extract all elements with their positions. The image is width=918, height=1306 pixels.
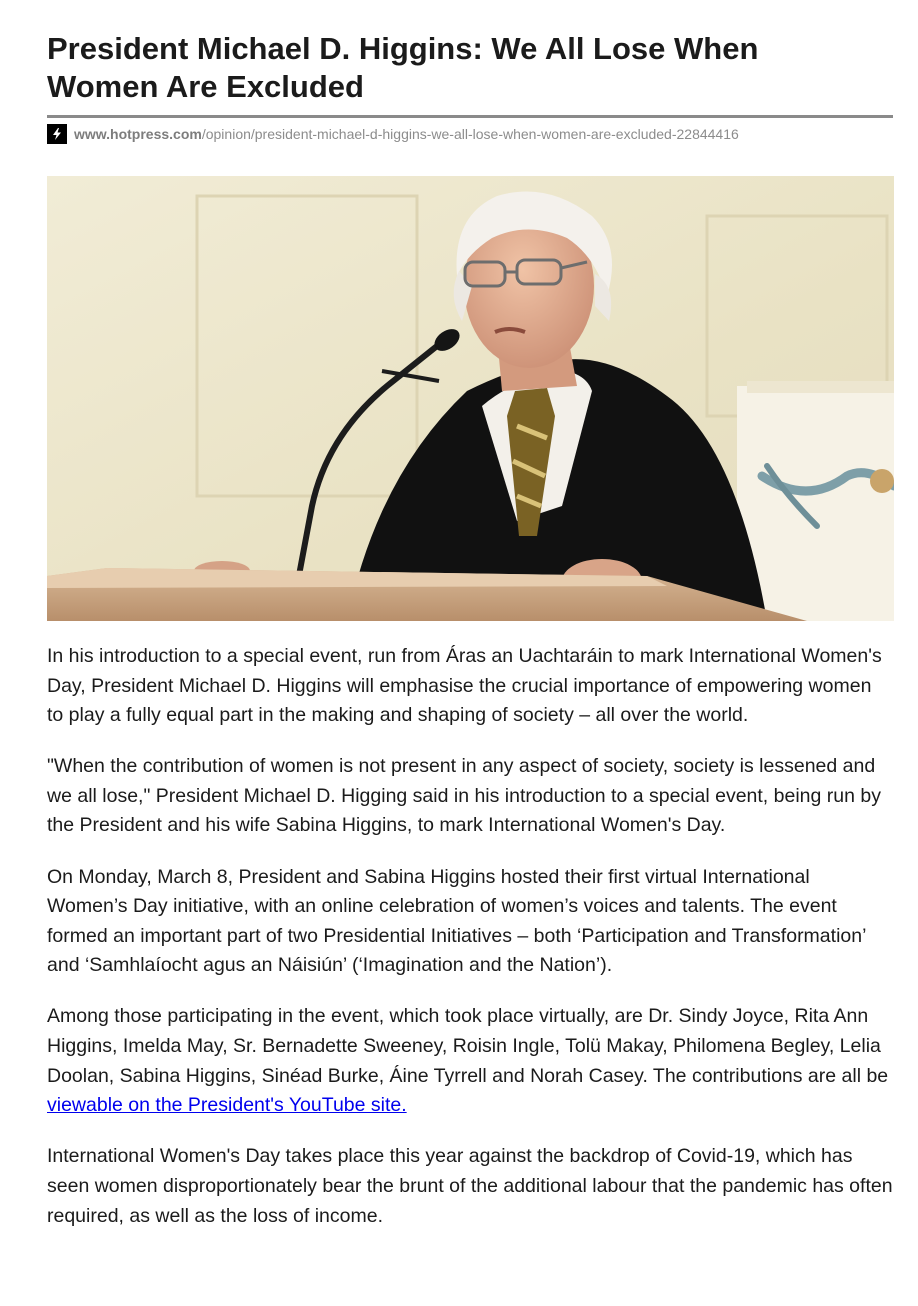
article-paragraph-5: International Women's Day takes place this year against the backdrop of Covid-19, which has seen women disproportionately bear the brunt of the additional labour that the pandemic has often required, as well as the loss of income. xyxy=(47,1145,893,1227)
source-path[interactable]: /opinion/president-michael-d-higgins-we-all-lose-when-women-are-excluded-22844416 xyxy=(201,126,739,142)
source-domain[interactable]: www.hotpress.com xyxy=(74,126,202,142)
article-title: President Michael D. Higgins: We All Lose When Women Are Excluded xyxy=(47,31,759,104)
article-paragraph-2: "When the contribution of women is not present in any aspect of society, society is lessened and we all lose," President Michael D. Higging said in his introduction to a special event, being run by the President and his wife Sabina Higgins, to mark International Women's Day. xyxy=(47,755,881,837)
article-paragraph-3: On Monday, March 8, President and Sabina Higgins hosted their first virtual International Women’s Day initiative, with an online celebration of women’s voices and talents. The event formed an important part of two Presidential Initiatives – both ‘Participation and Transformation’ and ‘Samhlaíocht agus an Náisiún’ (‘Imagination and the Nation’). xyxy=(47,865,866,977)
article-paragraph-4-text: Among those participating in the event, which took place virtually, are Dr. Sindy Joyce, Rita Ann Higgins, Imelda May, Sr. Bernadette Sweeney, Roisin Ingle, Tolü Makay, Philomena Begley, Lelia Doolan, Sabina Higgins, Sinéad Burke, Áine Tyrrell and Norah Casey. The contributions are all be xyxy=(47,1005,889,1087)
source-url[interactable] xyxy=(47,124,739,144)
hero-image xyxy=(47,176,894,621)
youtube-site-link[interactable]: viewable on the President's YouTube site. xyxy=(47,1094,407,1117)
article-body xyxy=(47,642,893,1253)
article-paragraph-4 xyxy=(47,1002,893,1120)
title-divider xyxy=(47,115,893,118)
hotpress-favicon-icon xyxy=(47,124,67,144)
speaker-at-podium-icon xyxy=(47,176,894,621)
article-paragraph-1: In his introduction to a special event, run from Áras an Uachtaráin to mark International Women's Day, President Michael D. Higgins will emphasise the crucial importance of empowering women to play a fully equal part in the making and shaping of society – all over the world. xyxy=(47,645,882,727)
